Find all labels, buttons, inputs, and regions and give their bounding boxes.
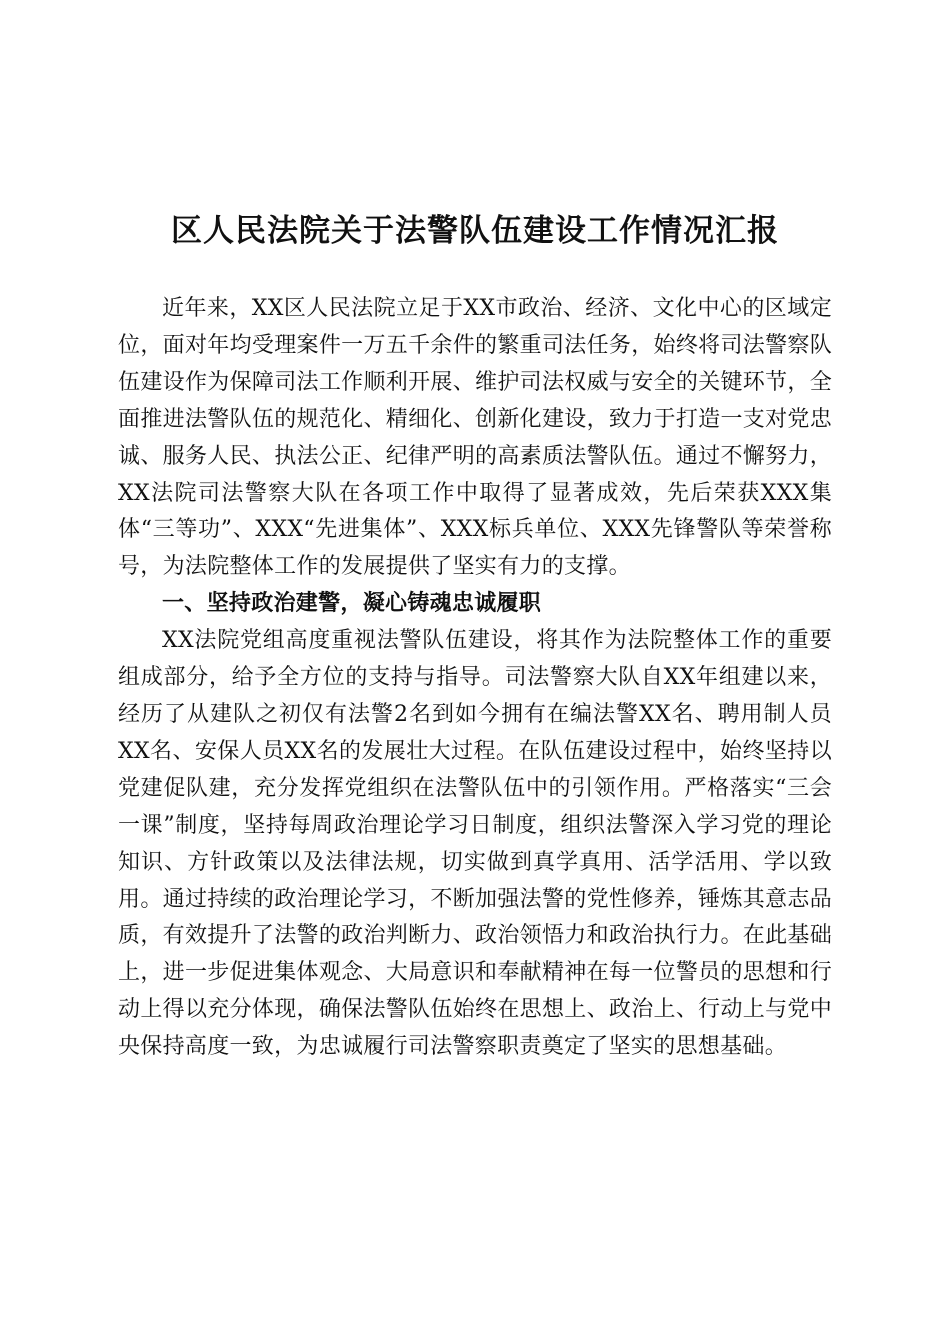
document-body [118, 291, 832, 1066]
section-heading: 一、坚持政治建警，凝心铸魂忠诚履职 [162, 591, 542, 617]
intro-paragraph: 近年来，XX区人民法院立足于XX市政治、经济、文化中心的区域定位，面对年均受理案件一万五千余件的繁重司法任务，始终将司法警察队伍建设作为保障司法工作顺利开展、维护司法权威与安全的关键环节，全面推进法警队伍的规范化、精细化、创新化建设，致力于打造一支对党忠诚、服务人民、执法公正、纪律严明的高素质法警队伍。通过不懈努力，XX法院司法警察大队在各项工作中取得了显著成效，先后荣获XXX集体“三等功”、XXX“先进集体”、XXX标兵单位、XXX先锋警队等荣誉称号，为法院整体工作的发展提供了坚实有力的支撑。 [118, 296, 832, 580]
section-paragraph: XX法院党组高度重视法警队伍建设，将其作为法院整体工作的重要组成部分，给予全方位的支持与指导。司法警察大队自XX年组建以来，经历了从建队之初仅有法警2名到如今拥有在编法警XX名、聘用制人员XX名、安保人员XX名的发展壮大过程。在队伍建设过程中，始终坚持以党建促队建，充分发挥党组织在法警队伍中的引领作用。严格落实“三会一课”制度，坚持每周政治理论学习日制度，组织法警深入学习党的理论知识、方针政策以及法律法规，切实做到真学真用、活学活用、学以致用。通过持续的政治理论学习，不断加强法警的党性修养，锤炼其意志品质，有效提升了法警的政治判断力、政治领悟力和政治执行力。在此基础上，进一步促进集体观念、大局意识和奉献精神在每一位警员的思想和行动上得以充分体现，确保法警队伍始终在思想上、政治上、行动上与党中央保持高度一致，为忠诚履行司法警察职责奠定了坚实的思想基础。 [118, 628, 832, 1060]
document-title: 区人民法院关于法警队伍建设工作情况汇报 [171, 212, 779, 249]
